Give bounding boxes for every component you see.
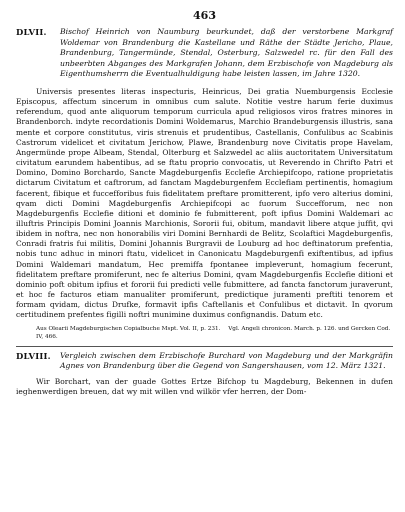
regest-heading-557 bbox=[16, 27, 393, 80]
regest-summary: Vergleich zwischen dem Erzbischofe Burchard von Magdeburg und der Markgräfin Agnes von Brandenburg über die Gegend von Sangershausen, vom 12. März 1321. bbox=[60, 350, 393, 371]
page-number: 463 bbox=[193, 9, 216, 22]
regest-heading-558 bbox=[16, 351, 393, 372]
section-divider bbox=[16, 346, 393, 347]
source-note bbox=[16, 325, 393, 341]
document-number: DLVIII. bbox=[16, 350, 51, 361]
source-citation: Vgl. Angeli chronicon. March. p. 126. und Gercken Cod. IV, 466. bbox=[36, 325, 391, 340]
document-number: DLVII. bbox=[16, 27, 47, 37]
charter-text: Wir Borchart, van der guade Gottes Ertze Bifchop tu Magdeburg, Bekennen in dufen ieghenwerdigen breuen, dat wy mit willen vnd wilkör vfer herren, der Dom- bbox=[16, 376, 393, 396]
source-citation: Aus Olearii Magdeburgischen Copialbuche Mspt. Vol. II, p. 231. bbox=[36, 325, 221, 332]
regest-summary: Bischof Heinrich von Naumburg beurkundet, daß der verstorbene Markgraf Woldemar von Brandenburg die Kastellane und Räthe der Städte Jericho, Plaue, Brandenburg, Tangermünde, Stendal, Osterburg, Salzwedel rc. für den Fall des unbeerbten Abganges des Markgrafen Johann, dem Erzbischofe von Magdeburg als Eigenthumsherrn die Eventualhuldigung habe leisten lassen, im Jahre 1320. bbox=[60, 27, 393, 79]
charter-text: Universis presentes literas inspecturis, Heinricus, Dei gratia Nuemburgensis Ecclesie Episcopus, affectum sincerum in omnibus cum salute. Notitie vestre harum ferie duximus referendum, quod ante aliquorum temporum curricula apud religiosos viros fratres minores in Brandenborch. indyte recordationis Domini Woldemarus, Marchio Brandeburgensis illustris, sana mente et corpore constitutus, viris strenuis et prudentibus, Castellanis, Confulibus ac Scabinis Castrorum videlicet et civitatum Jerichow, Plawe, Brandenburg nove Civitatis prope Havelam, Angermünde prope Albeam, Stendal, Olterburg et Salzwedel ac aliis auctoritatem Universitatum civitatum earundem habentibus, ad se ftatu proprio convocatis, ut Reverendo in Chrifto Patri et Domino, Domino Borchardo, Sancte Magdeburgenfis Ecclefie Archiepifcopo, ratione proprietatis dictarum Civitatum et caftrorum, ad fanctam Magdeburgenfem Ecclefiam pertinentis, homagium facerent, fibique et fuccefforibus fuis fidelitatem preftare promitterent, ipfo vero alterius domini, qvam dicti Domini Magdeburgenfis Archiepifcopi ac fuorum Succefforum, nec non Magdeburgenfis Ecclefie ditioni et dominio fe fubmitterent, poft ipfius Domini Waldemari ac illuftris Principis Domini Joannis Marchionis, Sororii fui, obitum, mandavit libere atque juffit, qvi ibidem in noftra, nec non honorabilis viri Domini Bernhardi de Belitz, Scolaftici Magdeburgenfis, Conradi fratris fui militis, Domini Johannis Burgravii de Louburg ad hoc deftinatorum prefentia, nobis tunc adhuc in minori ftatu, videlicet in Canonicatu Magdeburgenfi exiftentibus, ad ipfius Domini Waldemari mandatum, Hec premiffa fpontanee impleverunt, homagium fecerunt, fidelitatem preftare promiferunt, nec fe alterius Domini, qvam Magdeburgenfis Ecclefie ditioni et dominio poft obitum ipfius et fororii fui predicti velle fubmittere, ad fancta fanctorum juraverunt, et hoc fe facturos etiam manualiter promiferunt, predictique juramenti preftiti tenorem et formam qvidam, dictus Drufke, formavit ipfis Caftellanis et Confulibus et dictavit. In qvorum certitudinem prefentes figilli noftri munimine duximus confignandis. Datum etc. bbox=[16, 86, 393, 320]
